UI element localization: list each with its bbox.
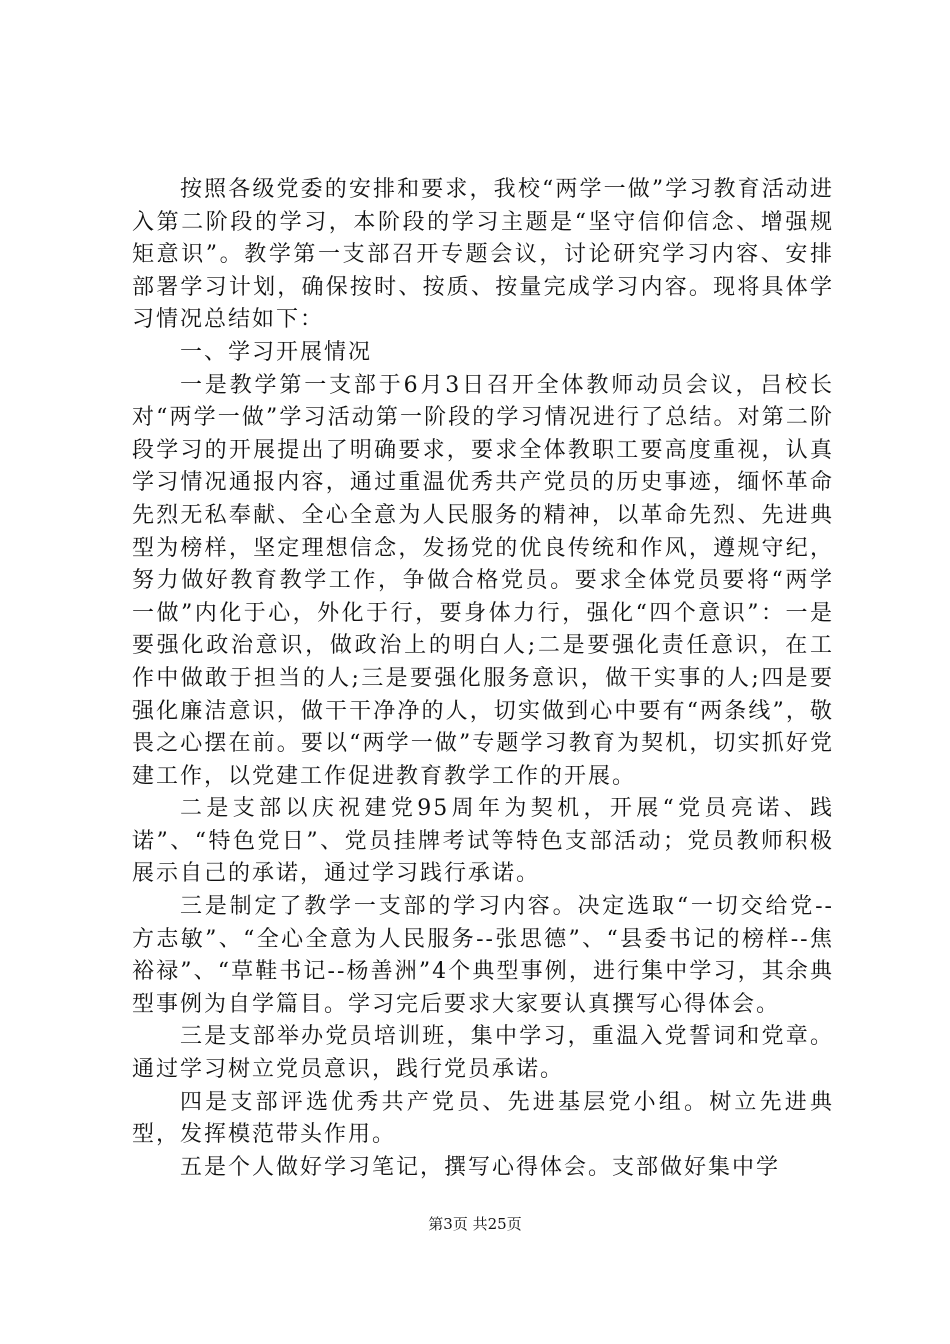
- body-paragraph-2: 二是支部以庆祝建党95周年为契机，开展“党员亮诺、践诺”、“特色党日”、党员挂牌考试等特色支部活动；党员教师积极展示自己的承诺，通过学习践行承诺。: [132, 796, 834, 887]
- section-heading: 一、学习开展情况: [180, 339, 373, 365]
- body-paragraph-1: 一是教学第一支部于6月3日召开全体教师动员会议，吕校长对“两学一做”学习活动第一阶段的学习情况进行了总结。对第二阶段学习的开展提出了明确要求，要求全体教职工要高度重视，认真学习情况通报内容，通过重温优秀共产党员的历史事迹，缅怀革命先烈无私奉献、全心全意为人民服务的精神，以革命先烈、先进典型为榜样，坚定理想信念，发扬党的优良传统和作风，遵规守纪，努力做好教育教学工作，争做合格党员。要求全体党员要将“两学一做”内化于心，外化于行，要身体力行，强化“四个意识”：一是要强化政治意识，做政治上的明白人;二是要强化责任意识，在工作中做敢于担当的人;三是要强化服务意识，做干实事的人;四是要强化廉洁意识，做干干净净的人，切实做到心中要有“两条线”，敬畏之心摆在前。要以“两学一做”专题学习教育为契机，切实抓好党建工作，以党建工作促进教育教学工作的开展。: [132, 372, 834, 789]
- document-body: [132, 174, 834, 1184]
- intro-paragraph: 按照各级党委的安排和要求，我校“两学一做”学习教育活动进入第二阶段的学习，本阶段的学习主题是“坚守信仰信念、增强规矩意识”。教学第一支部召开专题会议，讨论研究学习内容、安排部署学习计划，确保按时、按质、按量完成学习内容。现将具体学习情况总结如下：: [132, 177, 834, 333]
- body-paragraph-5: 四是支部评选优秀共产党员、先进基层党小组。树立先进典型，发挥模范带头作用。: [132, 1089, 834, 1148]
- body-paragraph-3: 三是制定了教学一支部的学习内容。决定选取“一切交给党--方志敏”、“全心全意为人民服务--张思德”、“县委书记的榜样--焦裕禄”、“草鞋书记--杨善洲”4个典型事例，进行集中学习，其余典型事例为自学篇目。学习完后要求大家要认真撰写心得体会。: [132, 894, 834, 1017]
- body-paragraph-6: 五是个人做好学习笔记，撰写心得体会。支部做好集中学: [180, 1154, 781, 1180]
- page-number-footer: 第3页 共25页: [428, 1215, 522, 1233]
- body-paragraph-4: 三是支部举办党员培训班，集中学习，重温入党誓词和党章。通过学习树立党员意识，践行党员承诺。: [132, 1024, 834, 1083]
